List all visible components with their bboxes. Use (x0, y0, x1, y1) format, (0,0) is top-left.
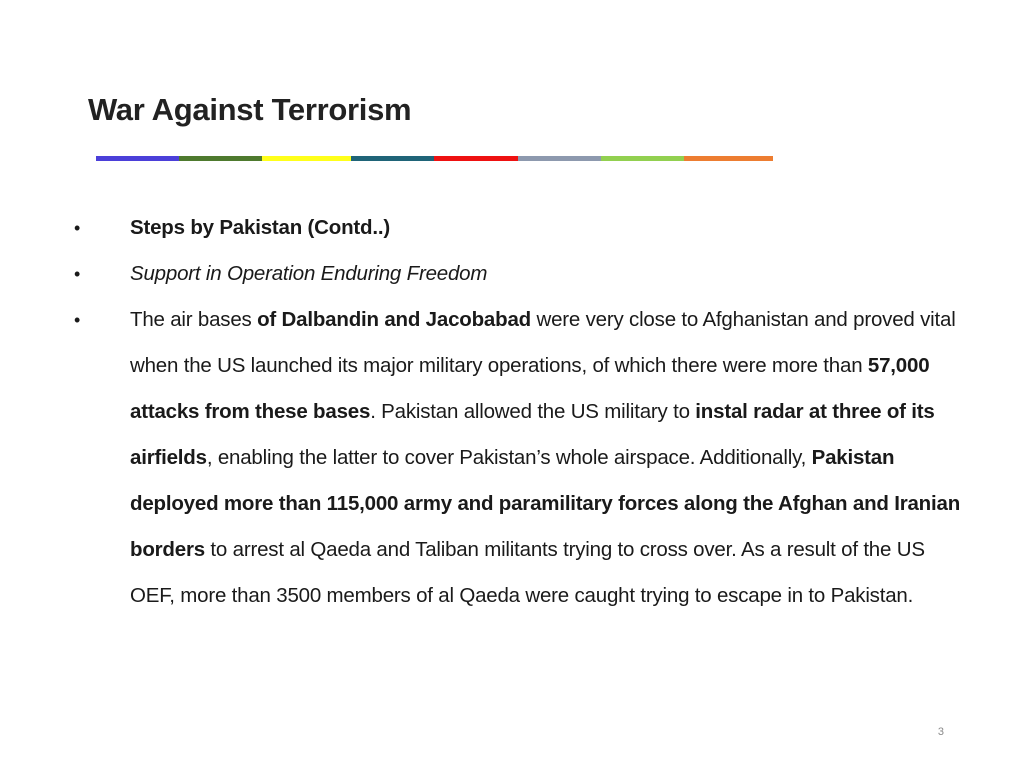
bullet-text-emphasis: Pakistan deployed more than 115,000 army and paramilitary forces along the Afghan and Iranian borders (130, 446, 961, 561)
bullet-text-run: . Pakistan allowed the US military to (370, 400, 696, 423)
bullet-text-subheading: Support in Operation Enduring Freedom (130, 262, 488, 285)
bullet-text-emphasis: instal radar at three of its airfields (130, 400, 935, 469)
bullet-text-heading: Steps by Pakistan (Contd..) (130, 216, 390, 239)
bullet-marker: • (74, 310, 81, 330)
slide-title: War Against Terrorism (88, 92, 412, 127)
bullet-item (74, 205, 974, 251)
bullet-item (74, 251, 974, 297)
rule-segment (601, 156, 684, 161)
rule-segment (179, 156, 262, 161)
rule-segment (684, 156, 773, 161)
rule-segment (434, 156, 518, 161)
title-color-rule (96, 156, 773, 161)
bullet-text-run: were very close to Afghanistan and proved vital when the US launched its major military operations, of which there were more than (130, 308, 956, 377)
bullet-text-run: to arrest al Qaeda and Taliban militants trying to cross over. As a result of the US OEF, more than 3500 members of al Qaeda were caught trying to escape in to Pakistan. (130, 538, 925, 607)
rule-segment (262, 156, 351, 161)
bullet-marker: • (74, 264, 81, 284)
bullet-text-emphasis: 57,000 attacks from these bases (130, 354, 930, 423)
rule-segment (96, 156, 179, 161)
rule-segment (351, 156, 434, 161)
bullet-marker: • (74, 218, 81, 238)
bullet-item (74, 297, 974, 619)
bullet-text-emphasis: of Dalbandin and Jacobabad (257, 308, 531, 331)
bullet-list (74, 205, 974, 619)
bullet-text-run: , enabling the latter to cover Pakistan’s whole airspace. Additionally, (206, 446, 812, 469)
bullet-text-run: The air bases (130, 308, 258, 331)
rule-segment (518, 156, 601, 161)
page-number: 3 (937, 726, 944, 738)
